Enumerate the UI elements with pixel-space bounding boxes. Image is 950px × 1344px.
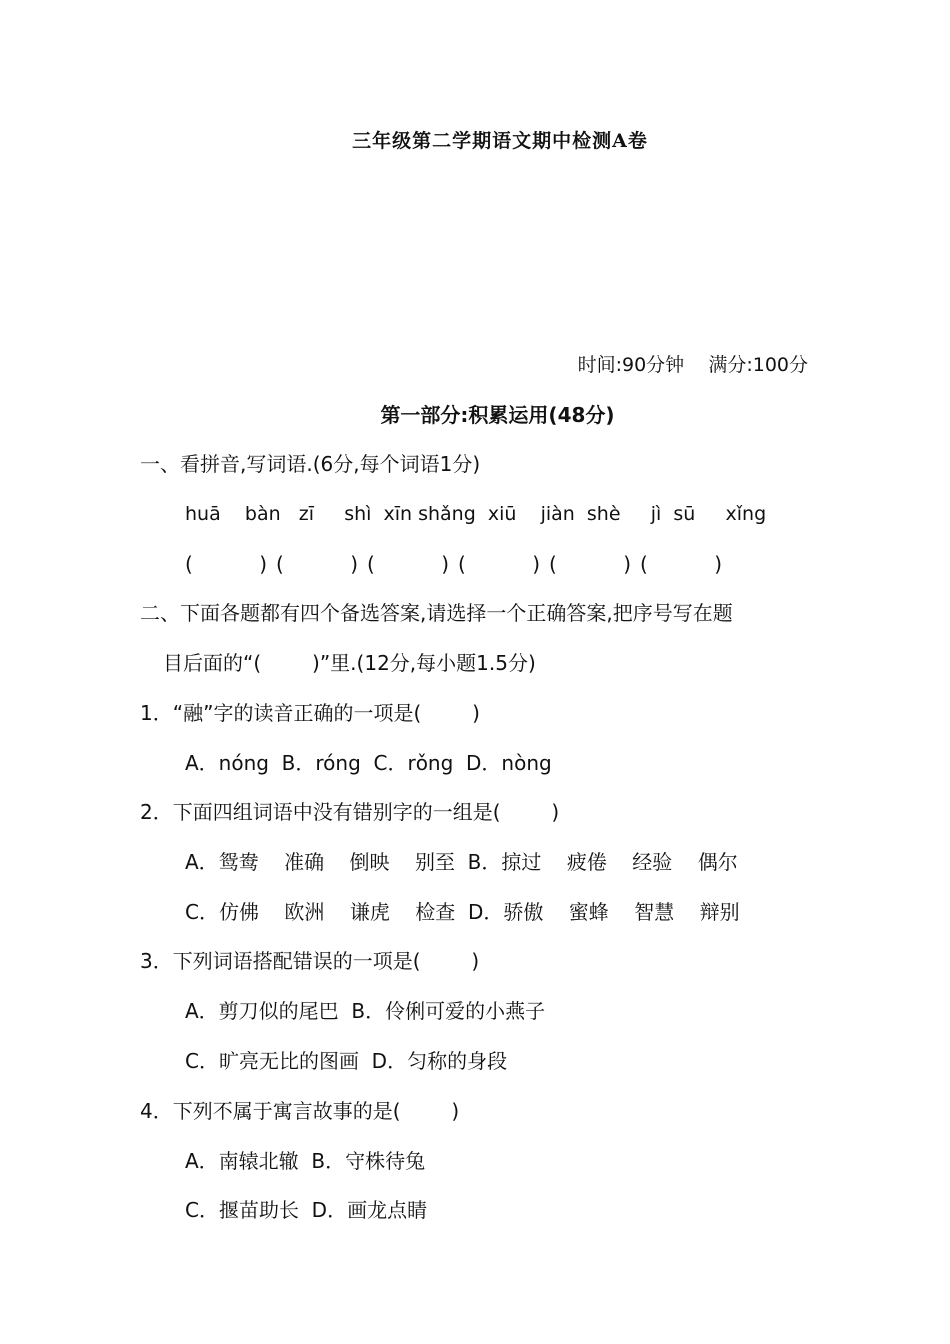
- question-options: C．旷亮无比的图画 D．匀称的身段: [185, 1049, 508, 1073]
- question-options: A．剪刀似的尾巴 B．伶俐可爱的小燕子: [185, 999, 546, 1023]
- question-options: C．仿佛 欧洲 谦虎 检查 D．骄傲 蜜蜂 智慧 辩别: [185, 900, 740, 924]
- page-title: 三年级第二学期语文期中检测A卷: [352, 130, 648, 152]
- section-2-heading: 二、下面各题都有四个备选答案,请选择一个正确答案,把序号写在题: [140, 601, 733, 625]
- pinyin-row: huā bàn zī shì xīn shǎng xiū jiàn shè jì sū xǐng: [185, 503, 767, 525]
- question-options: A．南辕北辙 B．守株待兔: [185, 1149, 426, 1173]
- part-heading: 第一部分:积累运用(48分): [380, 403, 615, 427]
- question-stem: 2．下面四组词语中没有错别字的一组是( ): [140, 800, 560, 824]
- question-options: C．揠苗助长 D．画龙点睛: [185, 1198, 428, 1222]
- section-2-heading-cont: 目后面的“( )”里.(12分,每小题1.5分): [163, 651, 536, 675]
- question-stem: 3．下列词语搭配错误的一项是( ): [140, 949, 480, 973]
- question-options: A．nóng B．róng C．rǒng D．nòng: [185, 751, 552, 775]
- answer-blanks: ( ) ( ) ( ) ( ) ( ) ( ): [185, 552, 722, 576]
- question-stem: 1．“融”字的读音正确的一项是( ): [140, 701, 480, 725]
- question-stem: 4．下列不属于寓言故事的是( ): [140, 1099, 460, 1123]
- section-1-heading: 一、看拼音,写词语.(6分,每个词语1分): [140, 452, 481, 476]
- exam-meta: 时间:90分钟 满分:100分: [577, 354, 808, 376]
- question-options: A．鸳鸯 准确 倒映 别至 B．掠过 疲倦 经验 偶尔: [185, 850, 738, 874]
